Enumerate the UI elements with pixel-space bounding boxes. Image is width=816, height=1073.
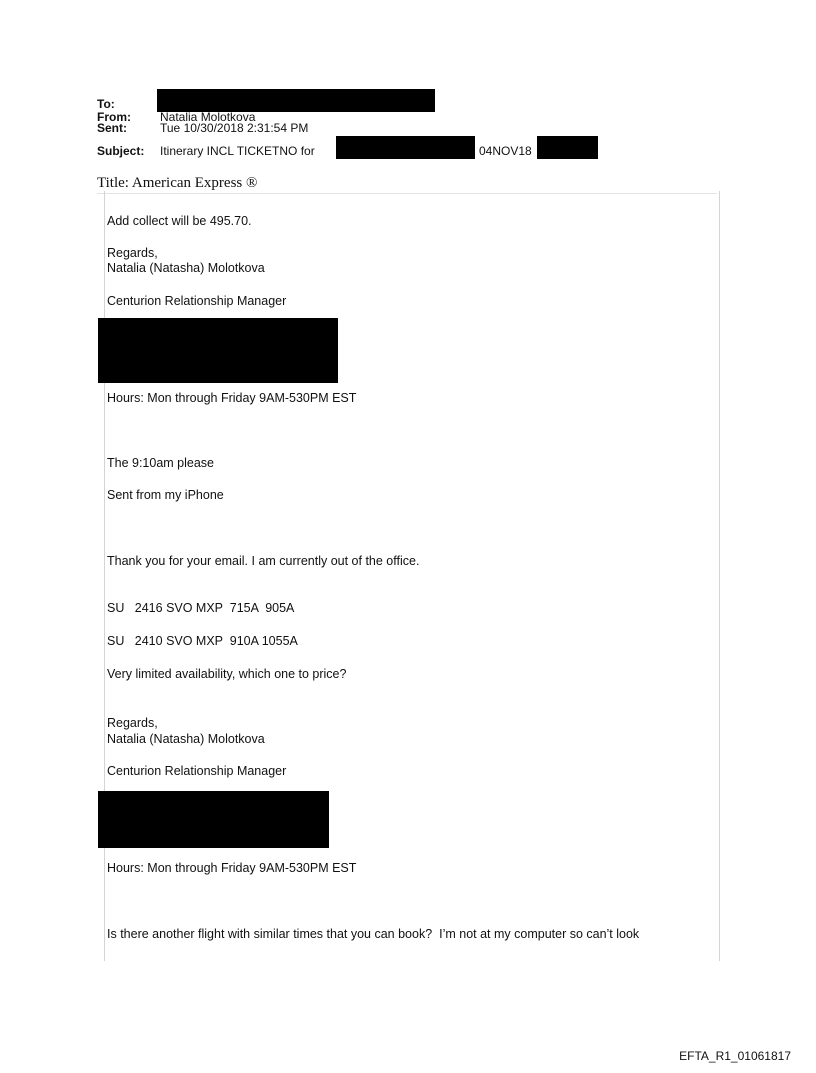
redaction-signature-2 — [98, 791, 329, 848]
document-title: Title: American Express ® — [97, 175, 717, 194]
redaction-subject-2 — [537, 136, 598, 159]
document-id: EFTA_R1_01061817 — [679, 1049, 791, 1063]
flight-option-2: SU 2410 SVO MXP 910A 1055A — [107, 634, 298, 648]
redaction-signature-1 — [98, 318, 338, 383]
signature-name: Natalia (Natasha) Molotkova — [107, 732, 265, 746]
signature-role: Centurion Relationship Manager — [107, 294, 287, 308]
availability-line: Very limited availability, which one to price? — [107, 667, 347, 681]
sent-from-line: Sent from my iPhone — [107, 488, 224, 502]
from-value: Natalia Molotkova — [160, 110, 256, 124]
subject-date: 04NOV18 — [479, 144, 532, 158]
redaction-to — [157, 89, 435, 112]
signature-role: Centurion Relationship Manager — [107, 764, 287, 778]
sent-value: Tue 10/30/2018 2:31:54 PM — [160, 121, 309, 135]
regards-line: Regards, — [107, 716, 158, 730]
signature-name: Natalia (Natasha) Molotkova — [107, 261, 265, 275]
flight-option-1: SU 2416 SVO MXP 715A 905A — [107, 601, 295, 615]
to-label: To: — [97, 97, 115, 111]
regards-line: Regards, — [107, 246, 158, 260]
question-line: Is there another flight with similar times that you can book? I’m not at my computer so can’t look — [107, 927, 640, 941]
sent-label: Sent: — [97, 121, 127, 135]
subject-value: Itinerary INCL TICKETNO for — [160, 144, 315, 158]
from-label: From: — [97, 110, 131, 124]
hours-line: Hours: Mon through Friday 9AM-530PM EST — [107, 861, 357, 875]
subject-label: Subject: — [97, 144, 145, 158]
reply-time-line: The 9:10am please — [107, 456, 215, 470]
out-of-office-line: Thank you for your email. I am currently out of the office. — [107, 554, 420, 568]
hours-line: Hours: Mon through Friday 9AM-530PM EST — [107, 391, 357, 405]
redaction-subject-1 — [336, 136, 475, 159]
add-collect-line: Add collect will be 495.70. — [107, 214, 252, 228]
